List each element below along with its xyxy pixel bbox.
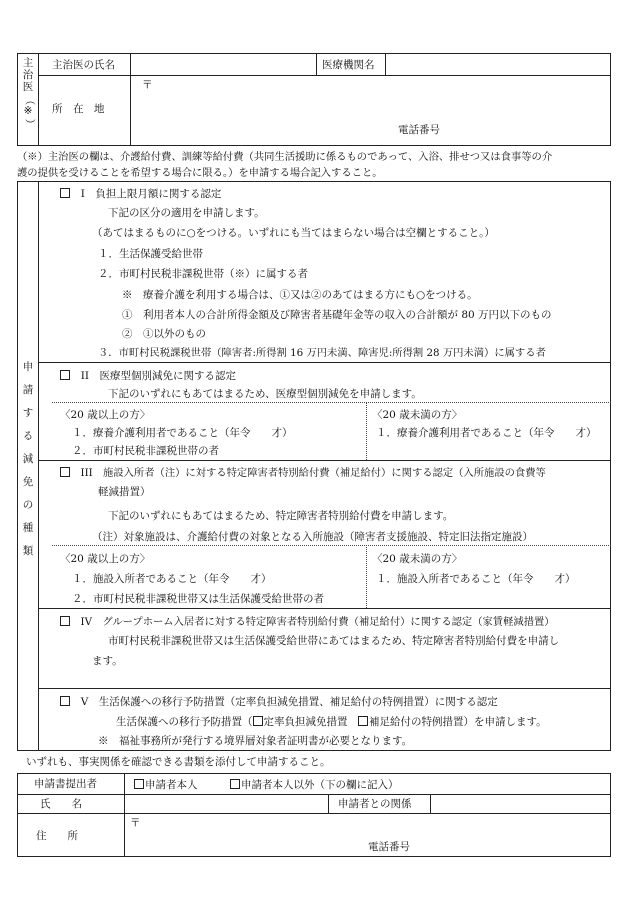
section1-line2: （あてはまるものに○をつける。いずれにも当てはまらない場合は空欄とすること。） xyxy=(92,227,495,239)
submitter-label: 申請書提出者 xyxy=(34,778,97,790)
section1-title: I 負担上限月額に関する認定 xyxy=(60,188,221,200)
section4-checkbox[interactable] xyxy=(60,616,70,626)
applicant-address-label: 住 所 xyxy=(36,830,78,842)
reduction-side-label: 申 請 す る 減 免 の 種 類 xyxy=(22,361,34,557)
section5-line1: 生活保護への移行予防措置（ 定率負担減免措置 補足給付の特例措置）を申請します。 xyxy=(116,716,547,728)
section3-line1: 下記のいずれにもあてはまるため、特定障害者特別給付費を申請します。 xyxy=(108,510,454,522)
applicant-address-field[interactable] xyxy=(143,816,603,838)
section3-over20-item1[interactable]: １．施設入所者であること（年令 才） xyxy=(72,573,272,585)
institution-field[interactable] xyxy=(388,56,608,72)
section1-checkbox[interactable] xyxy=(60,188,70,198)
other-checkbox[interactable] xyxy=(230,779,240,789)
submitter-option-self[interactable]: 申請者本人 xyxy=(134,779,198,791)
doctor-address-field[interactable] xyxy=(155,78,605,118)
section1-option1[interactable]: １．生活保護受給世帯 xyxy=(98,248,203,260)
section1-line1: 下記の区分の適用を申請します。 xyxy=(108,207,265,219)
self-checkbox[interactable] xyxy=(134,779,144,789)
section1-suboption2[interactable]: ② ①以外のもの xyxy=(122,328,206,340)
institution-label: 医療機関名 xyxy=(322,59,375,71)
section1-note: ※ 療養介護を利用する場合は、①又は②のあてはまる方にも○をつける。 xyxy=(122,289,478,301)
section5-special-checkbox[interactable] xyxy=(358,716,368,726)
section4-title: IV グループホーム入居者に対する特定障害者特別給付費（補足給付）に関する認定（家賃軽減措置） xyxy=(60,616,555,627)
section2-over20-item1[interactable]: １．療養介護利用者であること（年令 才） xyxy=(72,427,293,439)
applicant-phone-label: 電話番号 xyxy=(368,841,410,853)
section3-title: III 施設入所者（注）に対する特定障害者特別給付費（補足給付）に関する認定（入所施設の食費等 xyxy=(60,467,546,478)
footer-note: いずれも、事実関係を確認できる書類を添付して申請すること。 xyxy=(26,756,331,768)
doctor-name-label: 主治医の氏名 xyxy=(52,59,115,71)
section1-option3[interactable]: ３．市町村民税課税世帯（障害者:所得割 16 万円未満、障害児:所得割 28 万円未満）に属する者 xyxy=(98,347,546,359)
doctor-name-field[interactable] xyxy=(132,56,314,72)
section3-title-cont: 軽減措置） xyxy=(98,486,151,498)
section5-note: ※ 福祉事務所が発行する境界層対象者証明書が必要となります。 xyxy=(98,735,413,747)
submitter-option-other[interactable]: 申請者本人以外（下の欄に記入） xyxy=(230,779,399,791)
section2-over20-heading: 〈20 歳以上の方〉 xyxy=(60,409,151,421)
section2-under20-heading: 〈20 歳未満の方〉 xyxy=(372,409,463,421)
section5-rate-checkbox[interactable] xyxy=(253,716,263,726)
relation-field[interactable] xyxy=(433,796,608,811)
section4-line1: 市町村民税非課税世帯又は生活保護受給世帯にあてはまるため、特定障害者特別給付費を申請し xyxy=(108,635,560,647)
relation-label: 申請者との関係 xyxy=(338,798,412,810)
section2-over20-item2[interactable]: ２．市町村民税非課税世帯の者 xyxy=(72,445,219,457)
section3-note: （注）対象施設は、介護給付費の対象となる入所施設（障害者支援施設、特定旧法指定施設） xyxy=(92,531,533,543)
section3-over20-heading: 〈20 歳以上の方〉 xyxy=(60,553,151,565)
section5-checkbox[interactable] xyxy=(60,696,70,706)
section3-checkbox[interactable] xyxy=(60,467,70,477)
section1-option2[interactable]: ２．市町村民税非課税世帯（※）に属する者 xyxy=(98,268,308,280)
doctor-address-label: 所 在 地 xyxy=(52,103,105,115)
section2-under20-item1[interactable]: １．療養介護利用者であること（年令 才） xyxy=(376,427,597,439)
doctor-side-label: 主 治 医 （ ※ ） xyxy=(22,57,35,130)
doctor-note-line2: 護の提供を受けることを希望する場合に限る。）を申請する場合記入すること。 xyxy=(17,167,383,179)
section2-line1: 下記のいずれにもあてはまるため、医療型個別減免を申請します。 xyxy=(108,388,422,400)
applicant-name-label: 氏 名 xyxy=(40,798,82,810)
section3-over20-item2[interactable]: ２．市町村民税非課税世帯又は生活保護受給世帯の者 xyxy=(72,593,324,605)
applicant-postal-mark: 〒 xyxy=(130,817,141,829)
section2-title: II 医療型個別減免に関する認定 xyxy=(60,370,236,382)
section3-under20-item1[interactable]: １．施設入所者であること（年令 才） xyxy=(376,573,576,585)
doctor-note-line1: （※）主治医の欄は、介護給付費、訓練等給付費（共同生活援助に係るものであって、入浴、排せつ又は食事等の介 xyxy=(17,151,553,163)
section3-under20-heading: 〈20 歳未満の方〉 xyxy=(372,553,463,565)
section1-suboption1[interactable]: ① 利用者本人の合計所得金額及び障害者基礎年金等の収入の合計額が 80 万円以下のもの xyxy=(122,309,552,321)
section4-line2: ます。 xyxy=(92,655,123,667)
section5-title: V 生活保護への移行予防措置（定率負担減免措置、補足給付の特例措置）に関する認定 xyxy=(60,696,498,708)
postal-mark: 〒 xyxy=(142,79,153,91)
applicant-name-field[interactable] xyxy=(127,796,325,811)
section2-checkbox[interactable] xyxy=(60,370,70,380)
doctor-phone-label: 電話番号 xyxy=(398,124,440,136)
